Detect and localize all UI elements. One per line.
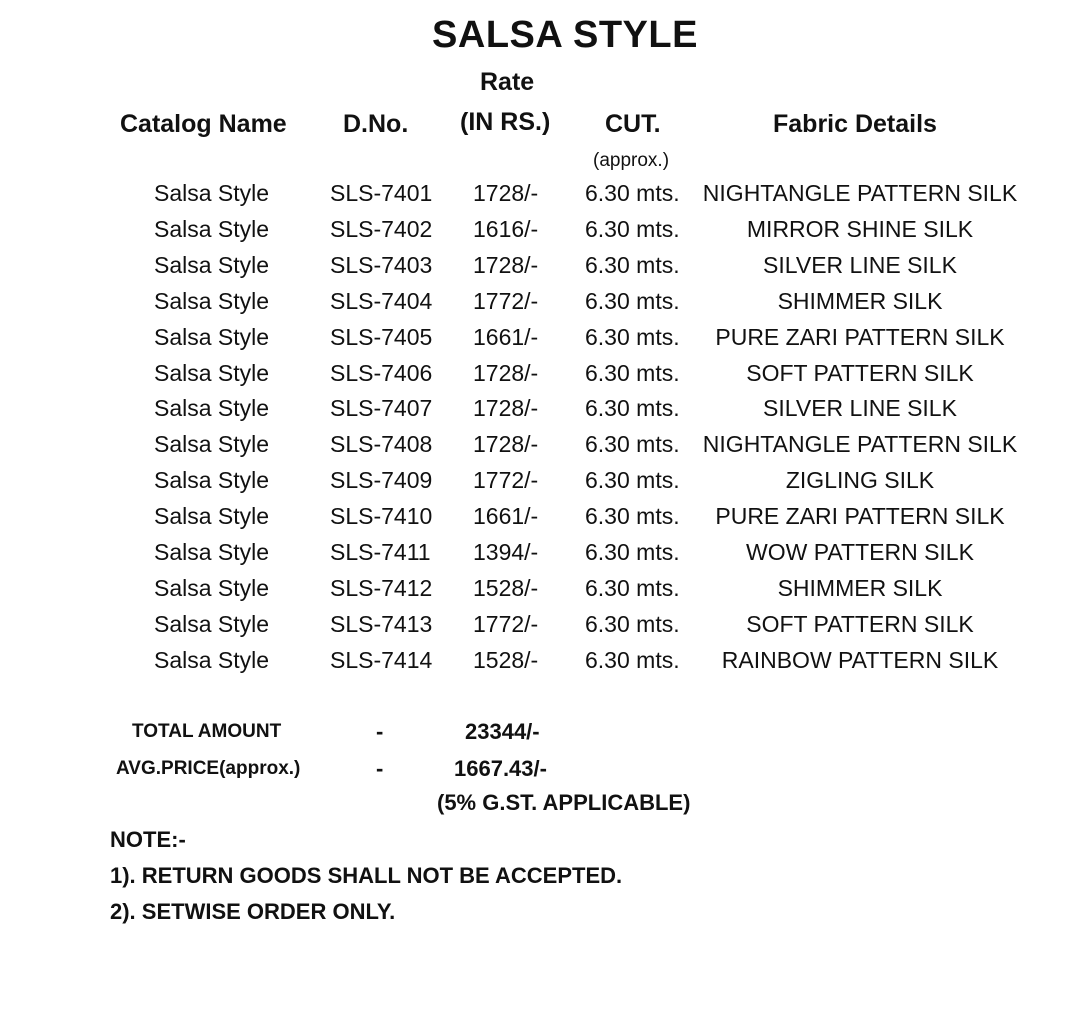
avg-price-value: 1667.43/- <box>454 756 547 781</box>
row-fabric: SILVER LINE SILK <box>763 395 957 422</box>
row-catalog-name: Salsa Style <box>154 503 270 530</box>
row-catalog-name: Salsa Style <box>154 610 270 637</box>
total-amount-label: TOTAL AMOUNT <box>132 721 282 742</box>
header-rate-line2: (IN RS.) <box>460 108 551 136</box>
row-rate: 1772/- <box>473 287 539 314</box>
row-rate: 1661/- <box>473 503 539 530</box>
row-design-number: SLS-7412 <box>330 574 433 601</box>
row-cut: 6.30 mts. <box>585 467 680 494</box>
row-design-number: SLS-7403 <box>330 251 433 278</box>
row-fabric: SOFT PATTERN SILK <box>746 359 974 386</box>
row-catalog-name: Salsa Style <box>154 215 270 242</box>
row-fabric: SILVER LINE SILK <box>763 251 957 278</box>
row-rate: 1728/- <box>473 395 539 422</box>
row-design-number: SLS-7414 <box>330 646 433 673</box>
row-cut: 6.30 mts. <box>585 539 680 565</box>
row-catalog-name: Salsa Style <box>154 467 270 494</box>
row-design-number: SLS-7404 <box>330 287 433 314</box>
row-catalog-name: Salsa Style <box>154 395 270 422</box>
row-rate: 1728/- <box>473 359 539 386</box>
row-fabric: WOW PATTERN SILK <box>746 539 974 565</box>
row-design-number: SLS-7411 <box>330 539 431 565</box>
row-rate: 1528/- <box>473 646 539 673</box>
row-design-number: SLS-7407 <box>330 395 433 422</box>
row-cut: 6.30 mts. <box>585 287 680 314</box>
row-design-number: SLS-7402 <box>330 215 433 242</box>
row-cut: 6.30 mts. <box>585 251 680 278</box>
row-cut: 6.30 mts. <box>585 215 680 242</box>
note-item-1: 1). RETURN GOODS SHALL NOT BE ACCEPTED. <box>110 863 623 888</box>
row-rate: 1772/- <box>473 467 539 494</box>
row-rate: 1728/- <box>473 431 539 458</box>
row-rate: 1661/- <box>473 323 539 350</box>
row-catalog-name: Salsa Style <box>154 323 270 350</box>
row-cut: 6.30 mts. <box>585 323 680 350</box>
row-rate: 1728/- <box>473 251 539 278</box>
row-design-number: SLS-7410 <box>330 503 433 530</box>
row-catalog-name: Salsa Style <box>154 251 270 278</box>
row-catalog-name: Salsa Style <box>154 539 270 565</box>
row-rate: 1772/- <box>473 610 539 637</box>
header-design-number: D.No. <box>343 110 409 138</box>
header-rate-line1: Rate <box>480 68 535 96</box>
row-catalog-name: Salsa Style <box>154 287 270 314</box>
gst-note: (5% G.ST. APPLICABLE) <box>437 790 691 815</box>
row-cut: 6.30 mts. <box>585 431 680 458</box>
row-cut: 6.30 mts. <box>585 359 680 386</box>
row-fabric: PURE ZARI PATTERN SILK <box>715 323 1005 350</box>
row-design-number: SLS-7413 <box>330 610 433 637</box>
total-amount-dash: - <box>376 719 384 744</box>
avg-price-label: AVG.PRICE(approx.) <box>116 758 301 779</box>
row-cut: 6.30 mts. <box>585 395 680 422</box>
row-fabric: RAINBOW PATTERN SILK <box>721 646 999 673</box>
row-catalog-name: Salsa Style <box>154 180 270 206</box>
note-item-2: 2). SETWISE ORDER ONLY. <box>110 899 396 924</box>
row-design-number: SLS-7405 <box>330 323 433 350</box>
page-title: SALSA STYLE <box>432 14 698 56</box>
row-design-number: SLS-7408 <box>330 431 433 458</box>
header-fabric-details: Fabric Details <box>773 110 937 138</box>
header-cut: CUT. <box>605 110 661 138</box>
row-rate: 1728/- <box>473 180 539 206</box>
row-cut: 6.30 mts. <box>585 646 680 673</box>
header-catalog-name: Catalog Name <box>120 110 287 138</box>
row-design-number: SLS-7409 <box>330 467 433 494</box>
row-cut: 6.30 mts. <box>585 610 680 637</box>
row-fabric: SHIMMER SILK <box>777 574 943 601</box>
row-rate: 1394/- <box>473 539 539 565</box>
note-heading: NOTE:- <box>110 827 186 852</box>
total-amount-value: 23344/- <box>465 719 540 744</box>
row-catalog-name: Salsa Style <box>154 359 270 386</box>
row-rate: 1528/- <box>473 574 539 601</box>
row-design-number: SLS-7406 <box>330 359 433 386</box>
row-fabric: SOFT PATTERN SILK <box>746 610 974 637</box>
row-catalog-name: Salsa Style <box>154 574 270 601</box>
row-fabric: ZIGLING SILK <box>785 467 935 494</box>
row-fabric: MIRROR SHINE SILK <box>746 215 974 242</box>
row-fabric: NIGHTANGLE PATTERN SILK <box>702 180 1018 206</box>
row-fabric: NIGHTANGLE PATTERN SILK <box>702 431 1018 458</box>
row-rate: 1616/- <box>473 215 539 242</box>
row-cut: 6.30 mts. <box>585 503 680 530</box>
header-cut-sub: (approx.) <box>593 150 670 171</box>
row-fabric: SHIMMER SILK <box>777 287 943 314</box>
avg-price-dash: - <box>376 756 384 781</box>
row-design-number: SLS-7401 <box>330 180 433 206</box>
row-catalog-name: Salsa Style <box>154 431 270 458</box>
row-cut: 6.30 mts. <box>585 180 680 206</box>
row-catalog-name: Salsa Style <box>154 646 270 673</box>
row-cut: 6.30 mts. <box>585 574 680 601</box>
row-fabric: PURE ZARI PATTERN SILK <box>715 503 1005 530</box>
